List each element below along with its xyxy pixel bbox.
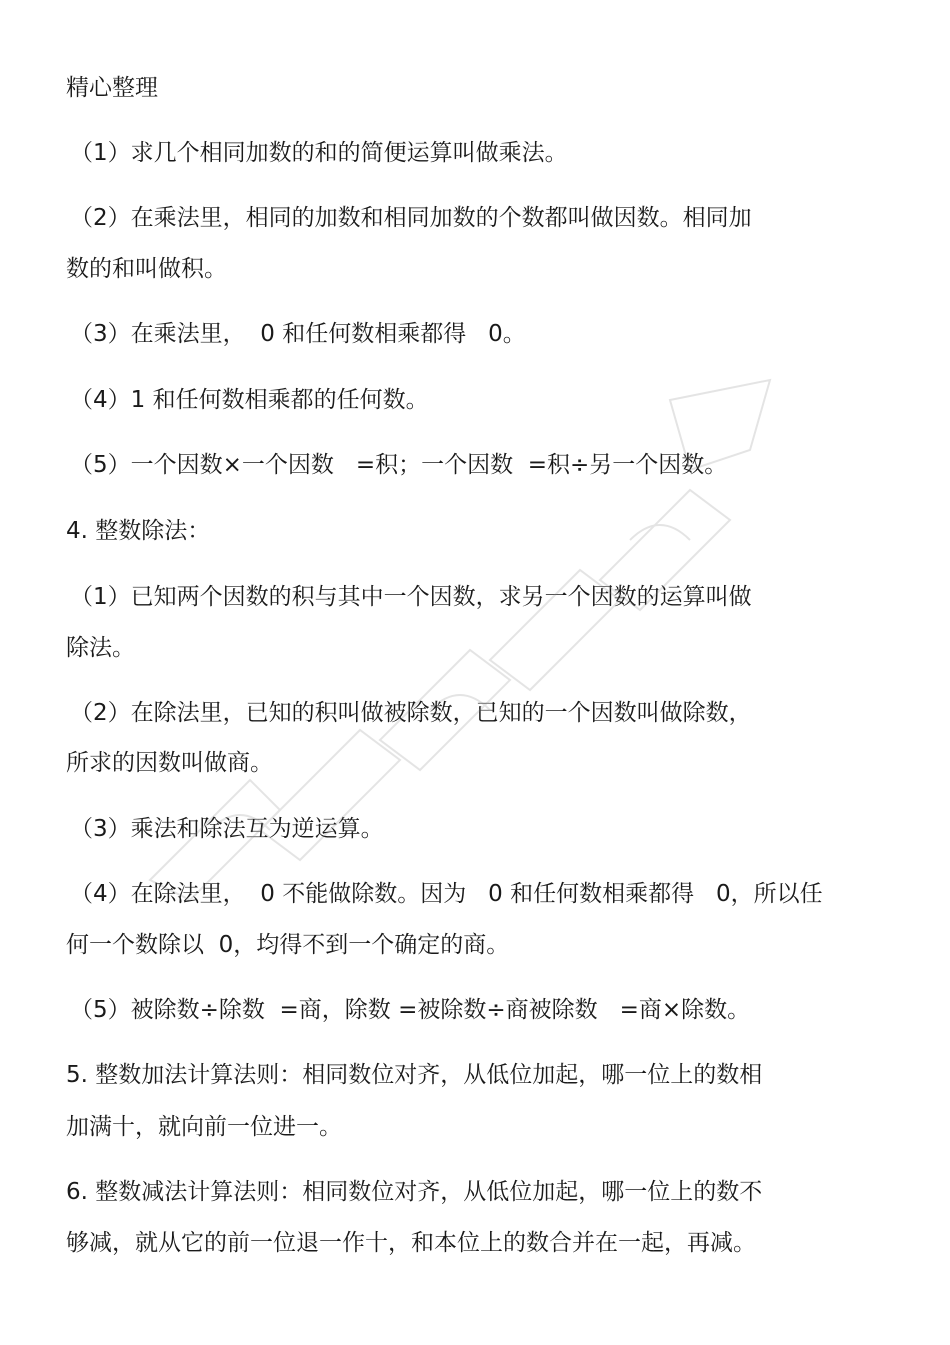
text-line: （3）在乘法里， 0 和任何数相乘都得 0。 [70,321,526,347]
section-heading: 5. 整数加法计算法则：相同数位对齐，从低位加起，哪一位上的数相 [66,1062,763,1088]
text-line: （3）乘法和除法互为逆运算。 [70,816,384,842]
text-line: 数的和叫做积。 [66,256,227,282]
doc-heading: 精心整理 [66,75,158,101]
text-line: （1）已知两个因数的积与其中一个因数，求另一个因数的运算叫做 [70,584,752,610]
text-line: （5）被除数÷除数 =商，除数 =被除数÷商被除数 =商×除数。 [70,997,751,1023]
text-line: （1）求几个相同加数的和的简便运算叫做乘法。 [70,140,568,166]
text-line: （2）在除法里，已知的积叫做被除数，已知的一个因数叫做除数， [70,700,752,726]
section-heading: 6. 整数减法计算法则：相同数位对齐，从低位加起，哪一位上的数不 [66,1179,763,1205]
text-line: 所求的因数叫做商。 [66,750,273,776]
text-line: （5）一个因数×一个因数 =积；一个因数 =积÷另一个因数。 [70,452,728,478]
text-line: （2）在乘法里，相同的加数和相同加数的个数都叫做因数。相同加 [70,205,752,231]
text-line: 加满十，就向前一位进一。 [66,1114,342,1140]
text-line: （4）在除法里， 0 不能做除数。因为 0 和任何数相乘都得 0，所以任 [70,881,823,907]
text-line: （4）1 和任何数相乘都的任何数。 [70,387,429,413]
text-line: 除法。 [66,635,135,661]
text-line: 何一个数除以 0，均得不到一个确定的商。 [66,932,510,958]
text-line: 够减，就从它的前一位退一作十，和本位上的数合并在一起，再减。 [66,1230,756,1256]
section-heading: 4. 整数除法： [66,518,211,544]
